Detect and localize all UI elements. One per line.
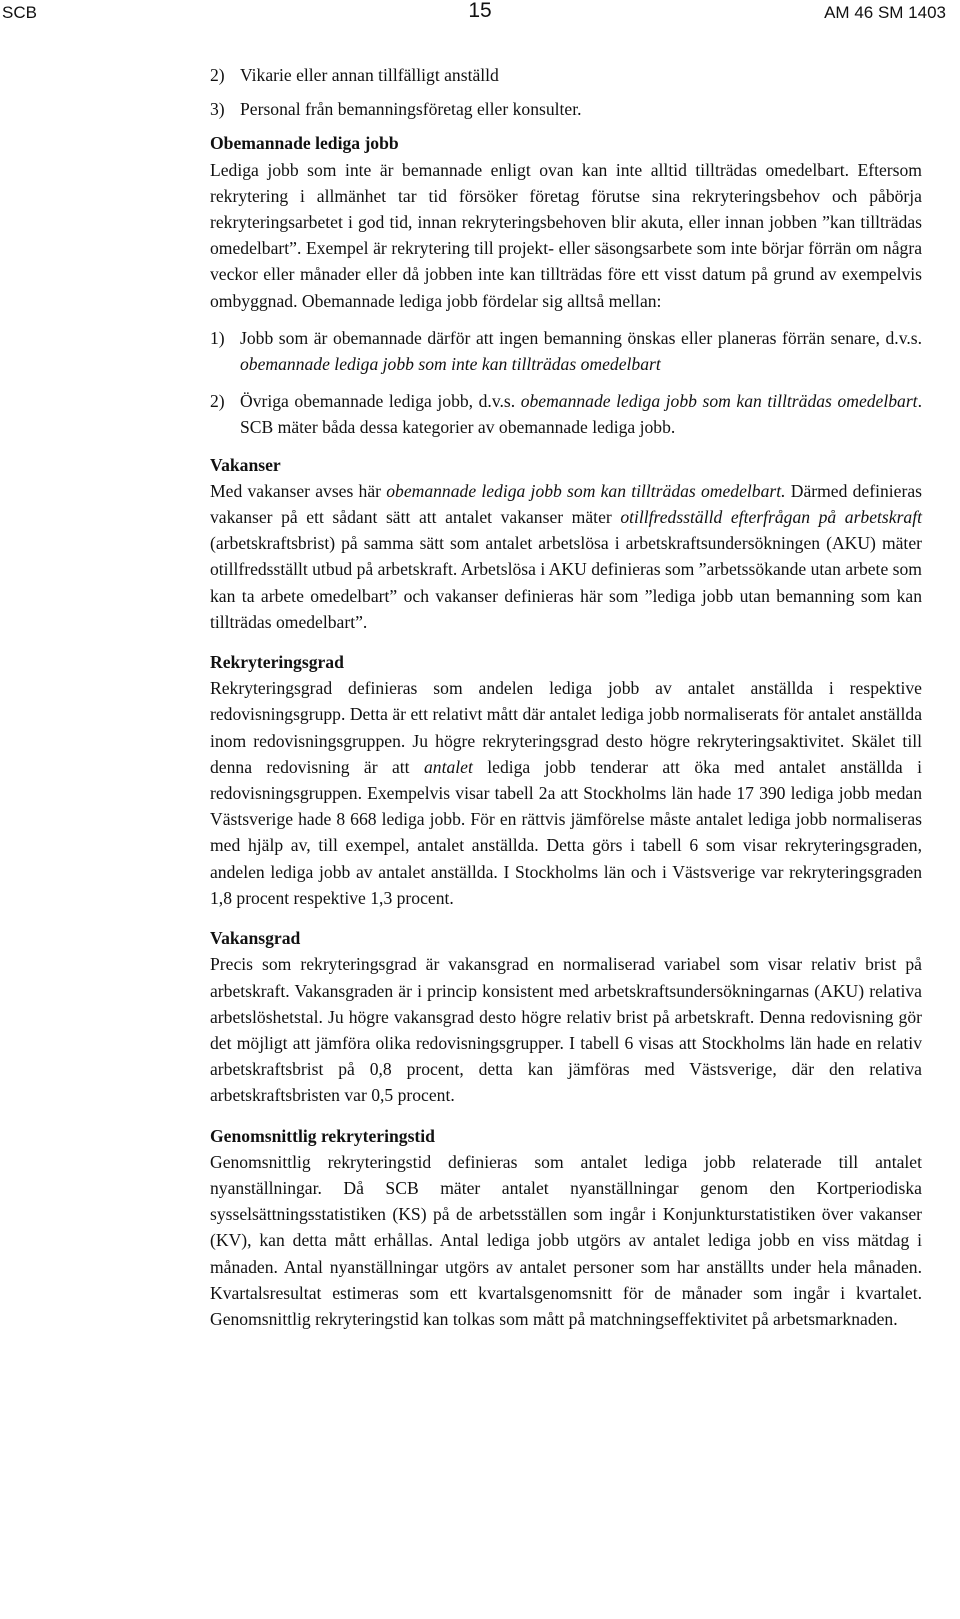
paragraph-vakansgrad: Precis som rekryteringsgrad är vakansgrad en normaliserad variabel som visar relativ brist på arbetskraft. Vakansgraden är i princip konsistent med arbetskraftsundersökningarnas (AKU) relativa arbetslöshetstal. Ju högre vakansgrad desto högre relativ brist på arbetskraft. Denna redovisning gör det möjligt att jämföra olika redovisningsgrupper. I tabell 6 visas att Stockholms län hade en relativ arbetskraftsbrist på 0,8 procent, detta kan jämföras med Västsverige, där den relativa arbetskraftsbristen var 0,5 procent. [210,954,922,1106]
text-run: Med vakanser avses här [210,480,387,501]
list-item [210,96,922,122]
text-run: lediga jobb tenderar att öka med antalet anställda i redovisningsgruppen. Exempelvis visar tabell 2a att Stockholms län hade 17 390 lediga jobb medan Västsverige hade 8 668 lediga jobb. För en rättvis jämförelse måste antalet lediga jobb normaliseras med hjälp av, till exempel, antalet anställda. Detta görs i tabell 6 som visar rekryteringsgraden, andelen lediga jobb av antalet anställda. I Stockholms län och i Västsverige var rekryteringsgraden 1,8 procent respektive 1,3 procent. [210,756,922,908]
heading-rekryteringsgrad: Rekryteringsgrad [210,652,344,673]
list-item [210,62,922,88]
list-item [210,325,922,377]
text-run: Rekryteringsgrad definieras som andelen lediga jobb av antalet anställda i respektive redovisningsgrupp. Detta är ett relativt mått där antalet lediga jobb normaliserats för antalet anställda inom redovisningsgruppen. Ju högre rekryteringsgrad desto högre rekryteringsaktivitet. Skälet till denna redovisning är att [210,678,922,777]
paragraph-rekryteringsgrad [210,675,922,911]
list-text-tail: . SCB mäter båda dessa kategorier av obemannade lediga jobb. [240,391,922,438]
paragraph-genomsnittlig-rekryteringstid: Genomsnittlig rekryteringstid definieras som antalet lediga jobb relaterade till antalet nyanställningar. Då SCB mäter antalet nyanställningar genom den Kortperiodiska sysselsättningsstatistiken (KS) på de arbetsställen som ingår i Konjunkturstatistiken över vakanser (KV), kan detta mått erhållas. Antal lediga jobb utgörs av antalet lediga jobb en viss mätdag i månaden. Antal nyanställningar utgörs av antalet personer som har anställts under hela månaden. Kvartalsresultat estimeras som ett kvartalsgenomsnitt för de månader som ingår i kvartalet. Genomsnittlig rekryteringstid kan tolkas som mått på matchningseffektivitet på arbetsmarknaden. [210,1151,922,1329]
document-code: AM 46 SM 1403 [824,3,946,22]
heading-obemannade: Obemannade lediga jobb [210,133,399,154]
heading-genomsnittlig-rekryteringstid: Genomsnittlig rekryteringstid [210,1125,435,1146]
list-number: 2) [210,65,225,85]
text-run: Därmed definieras vakanser på ett sådant sätt att antalet vakanser mäter [210,480,922,528]
list-text-italic: obemannade lediga jobb som inte kan tillträdas omedelbart [240,354,661,375]
text-run: (arbetskraftsbrist) på samma sätt som antalet arbetslösa i arbetskraftsundersökningen (AKU) mäter otillfredsställt utbud på arbetskraft. Arbetslösa i AKU definieras som ”arbetssökande utan arbete som kan ta arbete omedelbart” och vakanser definieras här som ”lediga jobb utan bemanning som kan tillträdas omedelbart”. [210,533,922,632]
list-item [210,388,922,440]
text-italic: obemannade lediga jobb som kan tillträdas omedelbart. [386,480,786,501]
heading-vakanser: Vakanser [210,454,281,475]
page-content [210,62,922,1332]
list-text: Jobb som är obemannade därför att ingen bemanning önskas eller planeras förrän senare, d.v.s. [240,327,922,348]
text-italic: otillfredsställd efterfrågan på arbetskraft [620,507,922,528]
list-text: Vikarie eller annan tillfälligt anställd [240,65,499,85]
list-text: Personal från bemanningsföretag eller konsulter. [240,99,582,120]
list-number: 2) [210,391,225,412]
paragraph-obemannade: Lediga jobb som inte är bemannade enligt ovan kan inte alltid tillträdas omedelbart. Eftersom rekrytering i allmänhet tar tid försöker företag förutse sina rekryteringsbehov och påbörja rekryteringsarbetet i god tid, innan rekryteringsbehoven blir akuta, eller innan jobben ”kan tillträdas omedelbart”. Exempel är rekrytering till projekt- eller säsongsarbete som inte börjar förrän om några veckor eller månader eller då jobben inte kan tillträdas före ett visst datum på grund av exempelvis ombyggnad. Obemannade lediga jobb fördelar sig alltså mellan: [210,159,922,311]
list-number: 1) [210,327,225,348]
list-text: Övriga obemannade lediga jobb, d.v.s. [240,391,521,412]
text-italic: antalet [423,756,473,777]
page-number: 15 [468,0,492,22]
list-number: 3) [210,99,225,120]
heading-vakansgrad: Vakansgrad [210,928,301,949]
header-left: SCB [2,3,37,22]
list-text-italic: obemannade lediga jobb som kan tillträdas omedelbart [520,391,918,412]
paragraph-vakanser [210,478,922,635]
